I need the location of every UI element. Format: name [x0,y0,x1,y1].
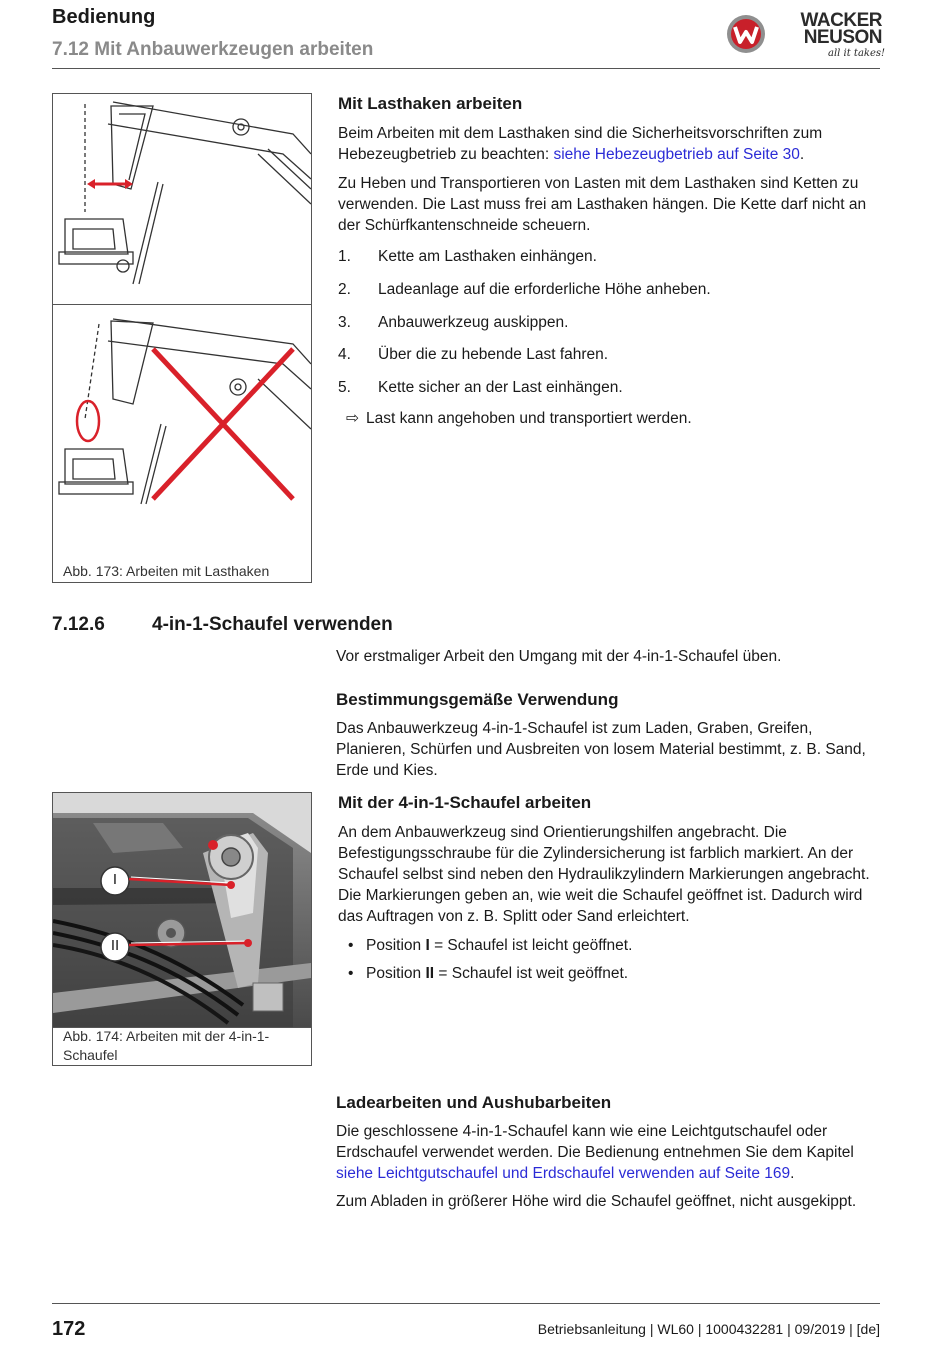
lasthaken-paragraph-1 [338,123,878,165]
work-heading: Mit der 4-in-1-Schaufel arbeiten [338,793,592,812]
step-number: 4. [338,346,351,363]
step-text: Anbauwerkzeug auskippen. [378,314,569,331]
figure-173 [52,93,312,583]
lasthaken-p1-end: . [799,146,805,163]
load-heading: Ladearbeiten und Aushubarbeiten [336,1093,612,1112]
step-number: 1. [338,248,351,265]
load-text: Die geschlossene 4-in-1-Schaufel kann wie eine Leichtgutschaufel oder Erdschaufel verwendet werden. Die Bedienung entnehmen Sie dem Kapitel [336,1123,854,1161]
logo-line-1: WACKER [800,10,882,31]
bullet-text [366,963,628,984]
section-intro: Vor erstmaliger Arbeit den Umgang mit der 4-in-1-Schaufel üben. [336,648,782,665]
step-number: 3. [338,314,351,331]
wacker-neuson-logo-icon [726,14,766,54]
step-number: 5. [338,379,351,396]
load-paragraph-1 [336,1121,868,1184]
lasthaken-paragraph-2: Zu Heben und Transportieren von Lasten mit dem Lasthaken sind Ketten zu verwenden. Die Last muss frei am Lasthaken hängen. Die Kette darf nicht an der Schürfkantenschneide scheuern. [338,175,867,234]
section-number: 7.12.6 [52,614,105,635]
leichtgutschaufel-link[interactable]: siehe Leichtgutschaufel und Erdschaufel verwenden auf Seite 169 [336,1165,791,1182]
work-paragraph: An dem Anbauwerkzeug sind Orientierungshilfen angebracht. Die Befestigungsschraube für die Zylindersicherung ist farblich markiert. An der Schaufel selbst sind neben den Hydraulikzylindern Markierungen angebracht. Die Markierungen geben an, wie weit die Schaufel geöffnet ist. Dadurch wird das Auftragen von z. B. Splitt oder Sand erleichtert. [338,824,870,925]
logo-wordmark [786,12,882,46]
lasthaken-wrong-illustration [53,309,311,519]
load-end: . [790,1165,795,1182]
hebezeugbetrieb-link[interactable]: siehe Hebezeugbetrieb auf Seite 30 [553,146,800,163]
step-text: Ladeanlage auf die erforderliche Höhe anheben. [378,281,711,298]
header-divider [52,68,880,69]
footer-divider [52,1303,880,1304]
figure-174 [52,792,312,1066]
footer-document-info: Betriebsanleitung | WL60 | 1000432281 | 09/2019 | [de] [537,1321,880,1337]
load-paragraph-2: Zum Abladen in größerer Höhe wird die Schaufel geöffnet, nicht ausgekippt. [336,1193,857,1210]
lasthaken-correct-illustration [53,94,311,304]
figure-173-divider [53,304,311,305]
bullet-pre: Position [366,965,426,982]
section-title: 7.12 Mit Anbauwerkzeugen arbeiten [52,39,374,60]
usage-heading: Bestimmungsgemäße Verwendung [336,690,619,709]
bullet-bold: I [425,937,430,954]
bullet-bold: II [425,965,435,982]
section-heading: 4-in-1-Schaufel verwenden [152,614,393,635]
step-text: Kette sicher an der Last einhängen. [378,379,623,396]
step-number: 2. [338,281,351,298]
lasthaken-heading: Mit Lasthaken arbeiten [338,94,523,113]
figure-174-caption: Abb. 174: Arbeiten mit der 4-in-1-Schaufel [63,1028,270,1063]
lasthaken-p1-text: Beim Arbeiten mit dem Lasthaken sind die Sicherheitsvorschriften zum Hebezeugbetrieb zu beachten: [338,125,823,163]
logo-slogan: all it takes! [828,48,886,59]
result-arrow-icon: ⇨ [346,410,359,427]
bullet-text [366,935,632,956]
bullet-icon: • [348,937,354,954]
bullet-pre: Position [366,937,426,954]
bullet-post: = Schaufel ist leicht geöffnet. [429,937,633,954]
marker-label-2: II [110,937,120,954]
figure-173-caption: Abb. 173: Arbeiten mit Lasthaken [63,563,270,579]
bullet-icon: • [348,965,354,982]
step-text: Kette am Lasthaken einhängen. [378,248,597,265]
marker-label-1: I [112,871,118,888]
chapter-title: Bedienung [52,6,156,28]
result-text: Last kann angehoben und transportiert werden. [366,410,692,427]
logo-line-2: NEUSON [803,27,882,48]
step-text: Über die zu hebende Last fahren. [378,346,609,363]
usage-paragraph: Das Anbauwerkzeug 4-in-1-Schaufel ist zum Laden, Graben, Greifen, Planieren, Schürfen und Ausbreiten von losem Material bestimmt, z. B. Sand, Erde und Kies. [336,720,866,779]
schaufel-photo-illustration [53,793,311,1027]
page-number: 172 [52,1318,86,1340]
bullet-post: = Schaufel ist weit geöffnet. [434,965,629,982]
